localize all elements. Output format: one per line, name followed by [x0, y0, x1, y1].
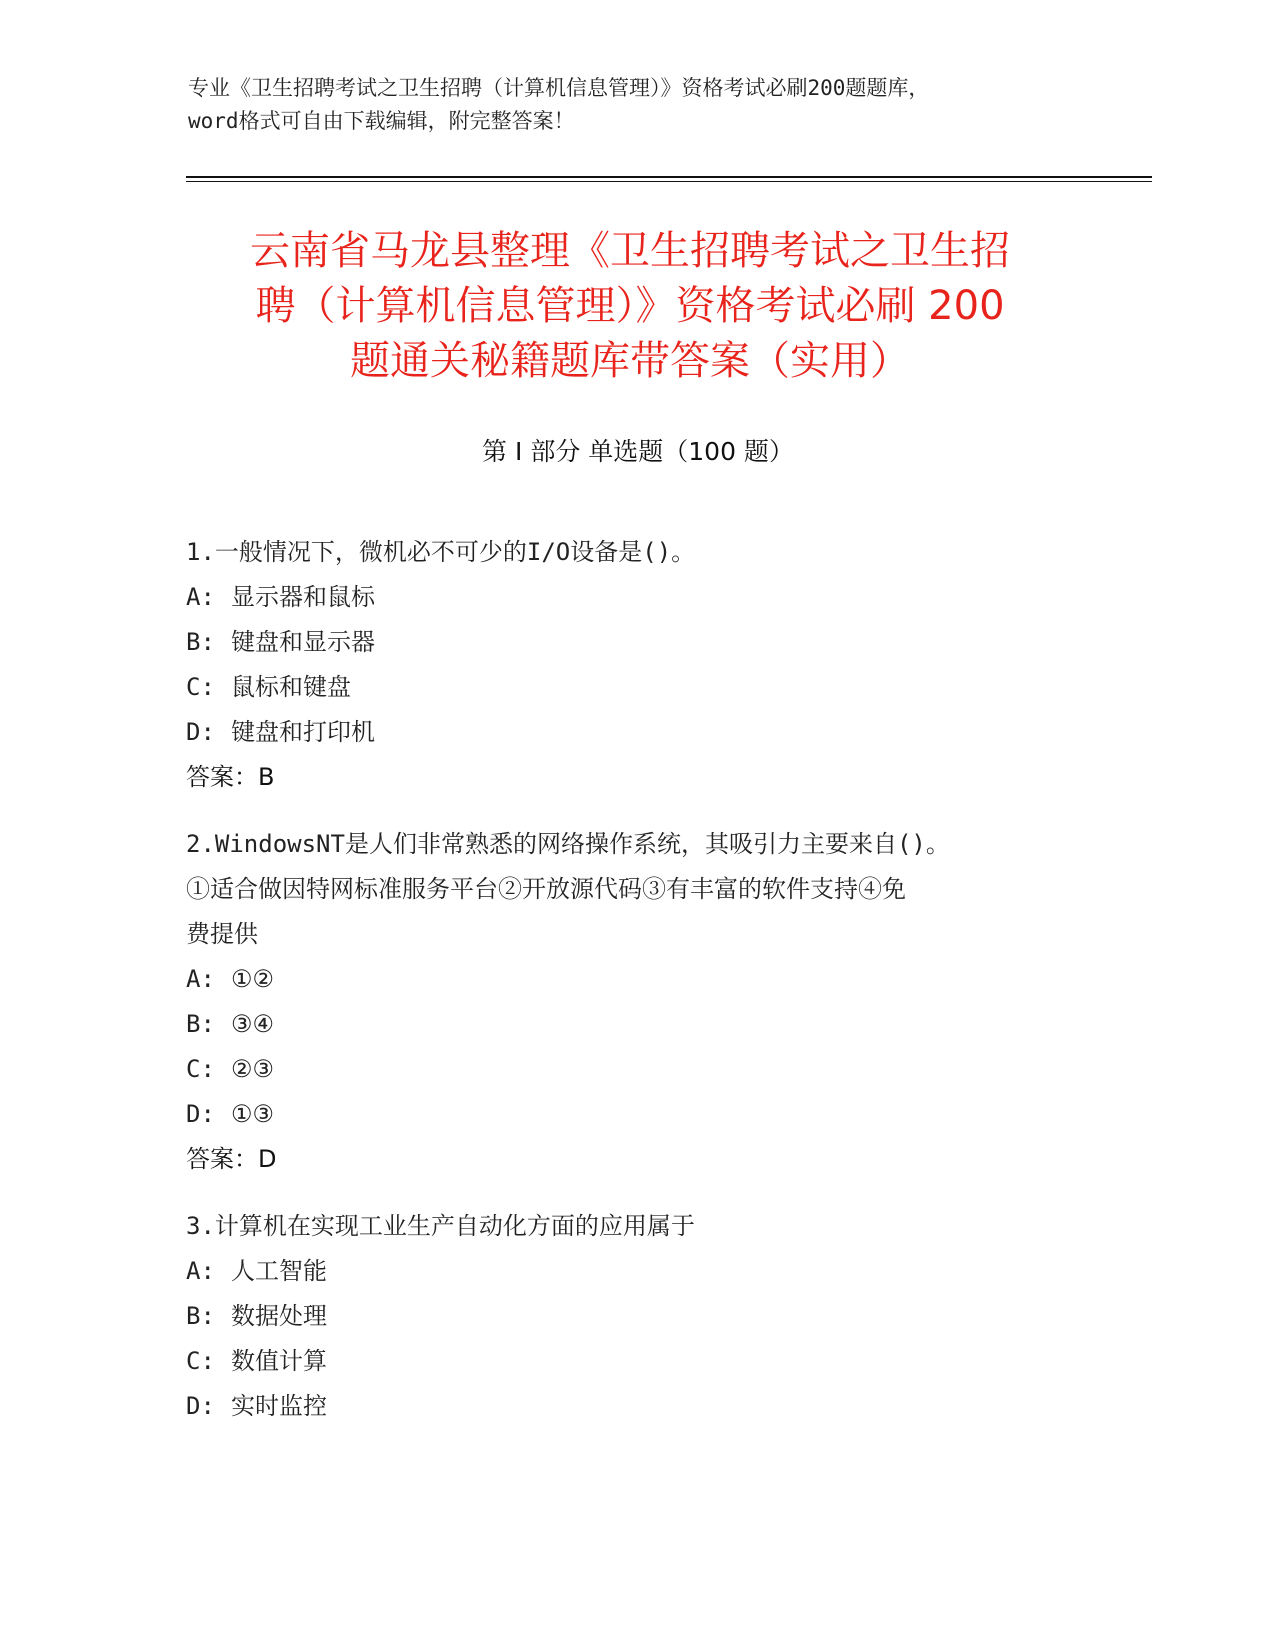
option-letter: D: — [186, 1392, 215, 1420]
option-letter: B: — [186, 628, 215, 656]
title-line: 云南省马龙县整理《卫生招聘考试之卫生招 — [250, 228, 1010, 274]
question-list — [186, 530, 1086, 1451]
option-c — [186, 665, 1086, 710]
option-b — [186, 1002, 1086, 1047]
option-letter: C: — [186, 673, 215, 701]
option-text: ①③ — [231, 1100, 275, 1128]
header-note — [188, 72, 1088, 138]
option-text: 显示器和鼠标 — [231, 583, 375, 611]
option-text: 键盘和显示器 — [231, 628, 375, 656]
question-item — [186, 822, 1086, 1182]
header-note-line: word格式可自由下载编辑，附完整答案！ — [188, 109, 575, 133]
option-text: 鼠标和键盘 — [231, 673, 351, 701]
answer-text: 答案：D — [186, 1145, 277, 1173]
document-title — [180, 224, 1080, 389]
option-text: ①② — [231, 965, 275, 993]
option-letter: D: — [186, 1100, 215, 1128]
option-d — [186, 710, 1086, 755]
option-a — [186, 575, 1086, 620]
option-text: 数值计算 — [231, 1347, 327, 1375]
question-text: 2.WindowsNT是人们非常熟悉的网络操作系统，其吸引力主要来自()。 — [186, 830, 950, 858]
question-text: 费提供 — [186, 920, 258, 948]
option-d — [186, 1384, 1086, 1429]
option-text: ②③ — [231, 1055, 275, 1083]
title-line: 题通关秘籍题库带答案（实用） — [350, 338, 910, 384]
option-text: 实时监控 — [231, 1392, 327, 1420]
question-text: 3.计算机在实现工业生产自动化方面的应用属于 — [186, 1212, 695, 1240]
option-letter: C: — [186, 1347, 215, 1375]
option-c — [186, 1047, 1086, 1092]
option-letter: C: — [186, 1055, 215, 1083]
option-letter: A: — [186, 1257, 215, 1285]
header-note-line: 专业《卫生招聘考试之卫生招聘（计算机信息管理）》资格考试必刷200题题库， — [188, 76, 930, 100]
title-line: 聘（计算机信息管理）》资格考试必刷 200 — [255, 283, 1005, 329]
option-b — [186, 620, 1086, 665]
option-b — [186, 1294, 1086, 1339]
section-heading: 第 I 部分 单选题（100 题） — [482, 437, 794, 466]
option-letter: A: — [186, 583, 215, 611]
option-text: 键盘和打印机 — [231, 718, 375, 746]
option-text: 数据处理 — [231, 1302, 327, 1330]
question-text: 1.一般情况下，微机必不可少的I/O设备是()。 — [186, 538, 696, 566]
option-letter: B: — [186, 1302, 215, 1330]
option-letter: B: — [186, 1010, 215, 1038]
option-d — [186, 1092, 1086, 1137]
question-text: ①适合做因特网标准服务平台②开放源代码③有丰富的软件支持④免 — [186, 875, 906, 903]
option-a — [186, 1249, 1086, 1294]
question-item — [186, 1204, 1086, 1429]
option-text: 人工智能 — [231, 1257, 327, 1285]
option-letter: D: — [186, 718, 215, 746]
option-a — [186, 957, 1086, 1002]
option-c — [186, 1339, 1086, 1384]
answer-text: 答案：B — [186, 763, 275, 791]
header-divider-thin — [186, 181, 1152, 182]
option-letter: A: — [186, 965, 215, 993]
question-item — [186, 530, 1086, 800]
header-divider — [186, 176, 1152, 178]
option-text: ③④ — [231, 1010, 275, 1038]
